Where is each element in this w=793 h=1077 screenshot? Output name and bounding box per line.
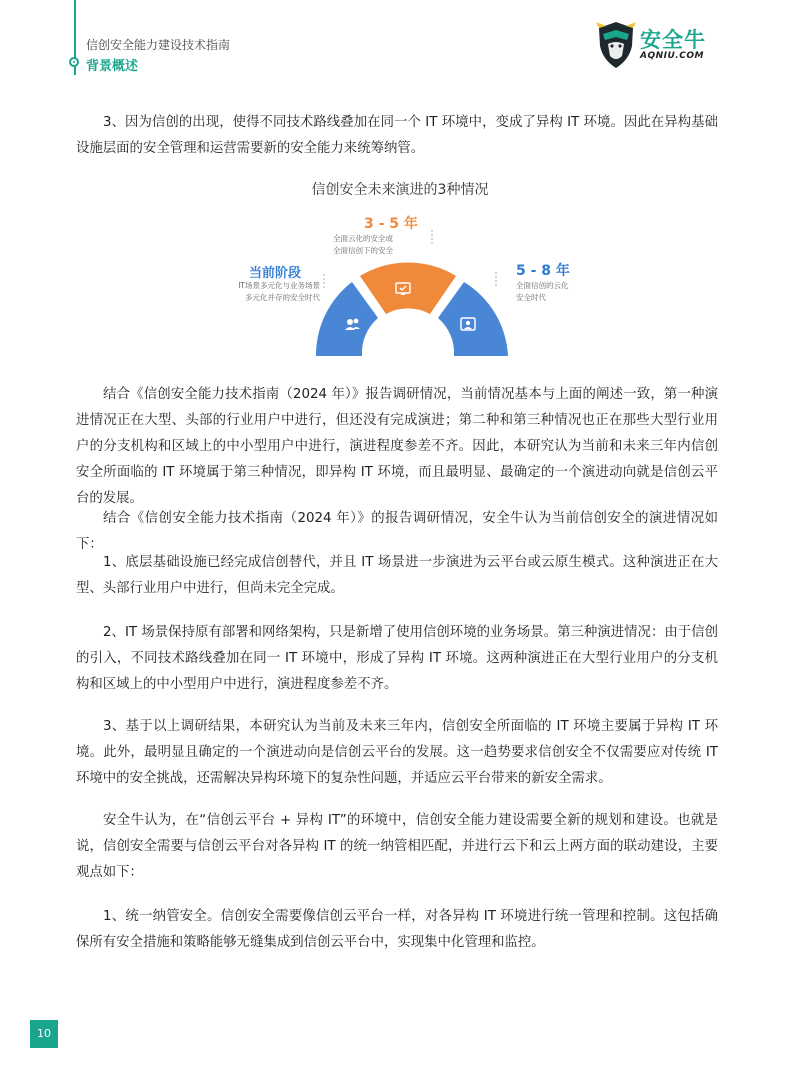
bull-shield-icon <box>596 20 636 70</box>
brand-logo <box>596 20 706 72</box>
paragraph-5: 2、IT 场景保持原有部署和网络架构，只是新增了使用信创环境的业务场景。第三种演进情况：由于信创的引入，不同技术路线叠加在同一 IT 环境中，形成了异构 IT 环境。这两种演进正在大型行业用户的分支机构和区域上的中小型用户中进行，演进程度参差不齐。 <box>76 625 718 692</box>
logo-subtext: AQNIU.COM <box>640 51 704 61</box>
paragraph-6: 3、基于以上调研结果，本研究认为当前及未来三年内，信创安全所面临的 IT 环境主要属于异构 IT 环境。此外，最明显且确定的一个演进动向是信创云平台的发展。这一趋势要求信创安全不仅需要应对传统 IT 环境中的安全挑战，还需解决异构环境下的复杂性问题，并适应云平台带来的新安全需求。 <box>76 719 718 786</box>
figure-title: 信创安全未来演进的3种情况 <box>311 182 489 198</box>
section-title: 背景概述 <box>86 59 139 74</box>
paragraph-3: 结合《信创安全能力技术指南（2024 年）》的报告调研情况，安全牛认为当前信创安全的演进情况如下： <box>76 511 718 552</box>
logo-text: 安全牛 <box>640 28 706 52</box>
stage-period-3-5: 3 - 5 年 <box>364 216 418 232</box>
stage-period-current: 当前阶段 <box>249 266 302 281</box>
section-bullet-icon <box>69 57 79 67</box>
stage-sector-current <box>316 282 378 356</box>
page-number: 10 <box>30 1020 58 1048</box>
stage-period-5-8: 5 - 8 年 <box>516 263 570 279</box>
stage-sector-5-8 <box>438 282 508 356</box>
stage-desc-current: IT场景多元化与业务场景 多元化并存的安全时代 <box>238 281 320 302</box>
paragraph-4: 1、底层基础设施已经完成信创替代，并且 IT 场景进一步演进为云平台或云原生模式。这种演进正在大型、头部行业用户中进行，但尚未完全完成。 <box>76 555 718 596</box>
paragraph-8: 1、统一纳管安全。信创安全需要像信创云平台一样，对各异构 IT 环境进行统一管理和控制。这包括确保所有安全措施和策略能够无缝集成到信创云平台中，实现集中化管理和监控。 <box>76 909 718 950</box>
paragraph-7: 安全牛认为，在“信创云平台 + 异构 IT”的环境中，信创安全能力建设需要全新的规划和建设。也就是说，信创安全需要与信创云平台对各异构 IT 的统一纳管相匹配，并进行云下和云上两方面的联动建设，主要观点如下： <box>76 813 718 880</box>
stage-sector-3-5 <box>360 262 456 314</box>
paragraph-1: 3、因为信创的出现，使得不同技术路线叠加在同一个 IT 环境中，变成了异构 IT 环境。因此在异构基础设施层面的安全管理和运营需要新的安全能力来统筹纳管。 <box>76 115 718 156</box>
document-title: 信创安全能力建设技术指南 <box>86 38 231 52</box>
paragraph-2: 结合《信创安全能力技术指南（2024 年）》报告调研情况，当前情况基本与上面的阐述一致，第一种演进情况正在大型、头部的行业用户中进行，但还没有完成演进；第二种和第三种情况也正在那些大型行业用户的分支机构和区域上的中小型用户中进行，演进程度参差不齐。因此，本研究认为当前和未来三年内信创安全所面临的 IT 环境属于第三种情况，即异构 IT 环境，而且最明显、最确定的一个演进动向就是信创云平台的发展。 <box>76 387 718 506</box>
stage-desc-3-5: 全面云化的安全或 全面信创下的安全 <box>333 234 393 255</box>
stage-desc-5-8: 全面信创的云化 安全时代 <box>516 281 569 302</box>
evolution-figure <box>200 176 600 361</box>
